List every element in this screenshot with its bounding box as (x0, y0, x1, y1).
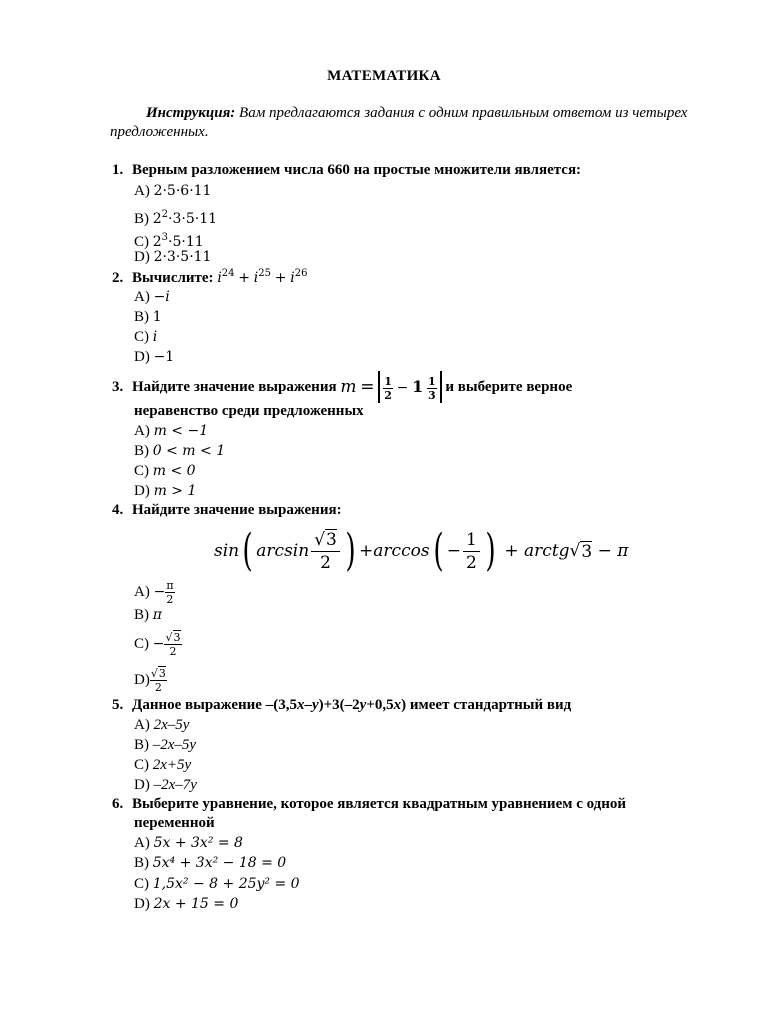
q5-option-c (134, 756, 191, 775)
option-label: A) (134, 584, 150, 600)
question-1 (112, 162, 581, 179)
q3-option-b (134, 442, 225, 461)
q6-option-d (134, 895, 238, 914)
option-label: D) (134, 349, 150, 365)
minus-sign: − (396, 380, 409, 396)
minus-sign: − (153, 584, 166, 600)
radicand: 3 (326, 529, 337, 550)
option-value: –2x–5y (152, 737, 197, 753)
page-title: МАТЕМАТИКА (327, 68, 441, 84)
instruction-label: Инструкция: (146, 105, 236, 121)
question-number: 3. (112, 378, 124, 395)
arctg-func: + arctg (504, 541, 570, 561)
q5-option-d (134, 776, 197, 795)
variable-m: m (340, 377, 357, 397)
option-label: B) (134, 443, 149, 459)
paren: ) (345, 525, 356, 576)
exponent: 26 (294, 268, 308, 279)
option-label: D) (134, 483, 150, 499)
fraction (164, 631, 181, 658)
option-value: π (152, 607, 162, 623)
paren: ( (242, 525, 253, 576)
question-number: 2. (112, 270, 124, 286)
q6-option-a (134, 834, 243, 853)
option-label: A) (134, 289, 150, 305)
denominator: 2 (166, 593, 174, 607)
q6-option-b (134, 854, 286, 873)
fraction (383, 375, 393, 402)
minus-sign: − (446, 541, 461, 561)
q5-option-a (134, 716, 189, 735)
fraction (165, 579, 174, 606)
q1-option-b (134, 205, 217, 229)
option-label: B) (134, 211, 149, 227)
question-5 (112, 697, 571, 714)
option-label: A) (134, 717, 150, 733)
option-value: 1 (152, 309, 162, 325)
question-text: Найдите значение выражения (132, 378, 337, 395)
option-label: C) (134, 329, 149, 345)
option-value: 1,5x² − 8 + 25y² = 0 (152, 876, 300, 892)
var-x: x (296, 697, 305, 713)
numerator: 1 (384, 375, 392, 389)
option-value: 2·5·6·11 (153, 183, 212, 199)
option-value: m < 0 (152, 463, 196, 479)
option-label: B) (134, 737, 149, 753)
minus-pi: − π (597, 541, 629, 561)
option-label: B) (134, 309, 149, 325)
radicand: 3 (173, 631, 181, 645)
question-number: 6. (112, 796, 124, 812)
option-label: D) (134, 249, 150, 265)
question-number: 1. (112, 162, 124, 178)
arcsin-func: arcsin (256, 541, 310, 561)
numerator: 1 (463, 529, 480, 552)
paren: ) (485, 525, 496, 576)
plus-sign: + (274, 270, 287, 286)
question-3 (112, 370, 572, 404)
question-number: 4. (112, 502, 124, 518)
q1-option-d (134, 248, 211, 267)
question-4 (112, 502, 342, 519)
option-value: m < −1 (153, 423, 209, 439)
q3-option-c (134, 462, 196, 481)
var-y: y (359, 697, 367, 713)
fraction (463, 529, 480, 574)
option-value: 2·3·5·11 (153, 249, 212, 265)
q4-option-b (134, 606, 162, 625)
q2-option-a (134, 288, 170, 307)
imaginary-unit: i (253, 270, 259, 286)
option-label: C) (134, 876, 149, 892)
option-label: D) (134, 896, 150, 912)
question-6-continuation: переменной (134, 815, 215, 831)
option-value: 2x + 15 = 0 (153, 896, 239, 912)
question-2 (112, 268, 307, 287)
whole-part: 1 (412, 377, 424, 396)
imaginary-unit: i (290, 270, 295, 286)
option-value: 2x+5y (152, 757, 192, 773)
q1-option-a (134, 182, 211, 201)
question-text: Вычислите: (132, 270, 214, 286)
plus-sign: + (238, 270, 251, 286)
option-base: 2 (152, 211, 162, 227)
option-label: A) (134, 423, 150, 439)
instruction-text: Вам предлагаются задания с одним правильным ответом из четырех предложенных. (110, 105, 688, 140)
option-value: –2x–7y (153, 777, 197, 793)
radicand: 3 (158, 667, 166, 681)
option-label: B) (134, 607, 149, 623)
option-base: 2 (152, 234, 162, 250)
numerator: √3 (165, 631, 181, 645)
option-label: C) (134, 757, 149, 773)
instruction (110, 104, 720, 142)
imaginary-unit: i (217, 270, 222, 286)
option-label: C) (134, 636, 149, 652)
question-3-continuation: неравенство среди предложенных (134, 403, 364, 419)
arccos-func: +arccos (359, 541, 430, 561)
q3-option-d (134, 482, 196, 501)
q5-option-b (134, 736, 196, 755)
option-value: −1 (153, 349, 175, 365)
option-value: m > 1 (153, 483, 197, 499)
question-6 (112, 796, 626, 813)
q4-option-a (134, 577, 175, 607)
denominator: 2 (320, 552, 331, 573)
question-text: Выберите уравнение, которое является квадратным уравнением с одной (132, 796, 627, 812)
denominator: 2 (465, 552, 477, 573)
numerator: √3 (150, 667, 166, 681)
var-y: y (311, 697, 319, 713)
question-text: Верным разложением числа 660 на простые множители является: (132, 162, 582, 178)
question-text: Найдите значение выражения: (132, 502, 342, 518)
equals-sign: = (360, 377, 375, 397)
question-text: +0,5 (366, 697, 394, 713)
numerator: 1 (428, 375, 436, 389)
option-rest: ·5·11 (168, 234, 204, 250)
sin-func: sin (214, 541, 240, 561)
option-label: D) (134, 672, 150, 688)
option-label: A) (134, 835, 150, 851)
option-label: A) (134, 183, 150, 199)
option-label: C) (134, 234, 149, 250)
sqrt-sign: √ (569, 541, 581, 561)
question-text: )+3(–2 (318, 697, 360, 713)
option-value: 2x–5y (153, 717, 190, 733)
q4-option-d (134, 664, 167, 696)
option-value: 0 < m < 1 (152, 443, 226, 459)
absolute-value (378, 371, 441, 403)
question-text: – (304, 697, 312, 713)
denominator: 2 (384, 389, 392, 403)
numerator: π (166, 579, 174, 593)
expression (214, 524, 628, 578)
fraction (150, 667, 167, 694)
question-text: ) имеет стандартный вид (401, 697, 572, 713)
denominator: 2 (169, 645, 177, 659)
option-value: 5x⁴ + 3x² − 18 = 0 (152, 855, 287, 871)
exponent: 25 (258, 268, 271, 279)
q2-option-d (134, 348, 174, 367)
fraction (427, 375, 437, 402)
q6-option-c (134, 875, 300, 894)
fraction (311, 529, 340, 574)
q3-option-a (134, 422, 208, 441)
minus-sign: − (152, 636, 165, 652)
var-x: x (393, 697, 402, 713)
denominator: 2 (154, 681, 162, 695)
option-value: 5x + 3x² = 8 (153, 835, 243, 851)
exponent: 24 (221, 268, 235, 279)
q2-option-c (134, 328, 157, 347)
option-label: D) (134, 777, 150, 793)
question-number: 5. (112, 697, 124, 713)
radicand: 3 (581, 541, 593, 562)
option-value: −i (153, 289, 170, 305)
paren: ( (432, 525, 444, 576)
option-exponent: 3 (161, 232, 169, 243)
question-text-cont: и выберите верное (445, 378, 573, 395)
q2-option-b (134, 308, 162, 327)
numerator: √3 (311, 529, 340, 552)
option-label: B) (134, 855, 149, 871)
denominator: 3 (428, 389, 436, 403)
q4-option-c (134, 628, 182, 660)
option-rest: ·3·5·11 (168, 211, 218, 227)
option-value: i (152, 329, 158, 345)
option-label: C) (134, 463, 149, 479)
option-exponent: 2 (161, 209, 169, 220)
question-text: Данное выражение –(3,5 (132, 697, 297, 713)
